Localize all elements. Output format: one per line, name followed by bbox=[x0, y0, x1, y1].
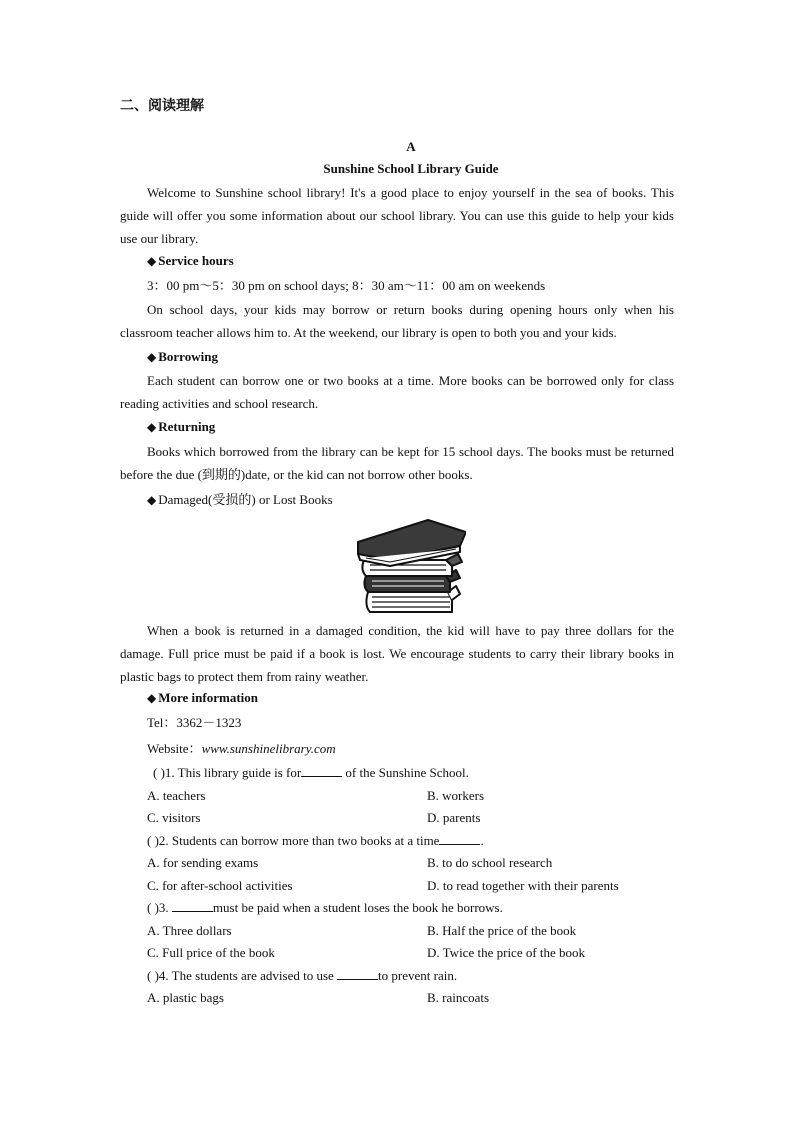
diamond-bullet-icon: ◆ bbox=[147, 254, 157, 268]
q4-option-a[interactable]: A. plastic bags bbox=[147, 990, 224, 1005]
q2-option-c[interactable]: C. for after-school activities bbox=[147, 878, 293, 893]
section-heading: 二、阅读理解 bbox=[120, 98, 204, 114]
q2-option-b[interactable]: B. to do school research bbox=[427, 855, 553, 870]
question-2: ( )2. Students can borrow more than two books at a time . bbox=[147, 833, 484, 848]
website-link[interactable]: www.sunshinelibrary.com bbox=[201, 741, 336, 756]
diamond-bullet-icon: ◆ bbox=[147, 493, 157, 507]
q2-option-a[interactable]: A. for sending exams bbox=[147, 855, 259, 870]
q3-option-a[interactable]: A. Three dollars bbox=[147, 923, 232, 938]
passage-label: A bbox=[406, 139, 416, 154]
website-label: Website： bbox=[147, 741, 202, 756]
tel-line bbox=[147, 713, 241, 733]
q1-option-d[interactable]: D. parents bbox=[427, 810, 481, 825]
q2-option-d[interactable]: D. to read together with their parents bbox=[427, 878, 619, 893]
passage-title: Sunshine School Library Guide bbox=[323, 161, 499, 176]
answer-blank bbox=[337, 967, 378, 980]
tel-value: 3362－1323 bbox=[176, 715, 242, 730]
answer-paren[interactable]: ( ) bbox=[147, 968, 159, 983]
answer-paren[interactable]: ( ) bbox=[147, 833, 159, 848]
q3-option-c[interactable]: C. Full price of the book bbox=[147, 945, 275, 960]
answer-paren[interactable]: ( ) bbox=[147, 900, 159, 915]
intro-paragraph: Welcome to Sunshine school library! It's a good place to enjoy yourself in the sea of books. This guide will offer you some information about our school library. You can use this guide to help your kids use our library. bbox=[120, 185, 674, 246]
returning-paragraph: Books which borrowed from the library can be kept for 15 school days. The books must be returned before the due (到期的)date, or the kid can not borrow other books. bbox=[120, 444, 674, 482]
service-hours-times: 3：00 pm～5：30 pm on school days; 8：30 am～11：00 am on weekends bbox=[147, 278, 546, 293]
damaged-paragraph: When a book is returned in a damaged condition, the kid will have to pay three dollars for the damage. Full price must be paid if a book is lost. We encourage students to carry their library books in plastic bags to protect them from rainy weather. bbox=[120, 623, 674, 684]
diamond-bullet-icon: ◆ bbox=[147, 350, 157, 364]
q1-option-b[interactable]: B. workers bbox=[427, 788, 485, 803]
answer-blank bbox=[439, 832, 480, 845]
diamond-bullet-icon: ◆ bbox=[147, 420, 157, 434]
borrowing-heading: ◆ Borrowing bbox=[147, 349, 218, 364]
question-4: ( )4. The students are advised to use to prevent rain. bbox=[147, 968, 458, 983]
diamond-bullet-icon: ◆ bbox=[147, 691, 157, 705]
question-1: ( )1. This library guide is for of the Sunshine School. bbox=[153, 765, 469, 780]
answer-blank bbox=[301, 764, 342, 777]
website-line bbox=[147, 739, 336, 759]
damaged-heading: ◆ Damaged(受损的) or Lost Books bbox=[147, 492, 333, 507]
question-3: ( )3. must be paid when a student loses the book he borrows. bbox=[147, 900, 503, 915]
answer-paren[interactable]: ( ) bbox=[153, 765, 165, 780]
book-stack-icon bbox=[356, 516, 466, 616]
q3-option-b[interactable]: B. Half the price of the book bbox=[427, 923, 577, 938]
borrowing-paragraph: Each student can borrow one or two books at a time. More books can be borrowed only for class reading activities and school research. bbox=[120, 373, 674, 411]
returning-heading: ◆ Returning bbox=[147, 419, 216, 434]
q4-option-b[interactable]: B. raincoats bbox=[427, 990, 490, 1005]
more-info-heading: ◆ More information bbox=[147, 690, 259, 705]
q1-option-a[interactable]: A. teachers bbox=[147, 788, 206, 803]
answer-blank bbox=[172, 899, 213, 912]
service-hours-paragraph: On school days, your kids may borrow or return books during opening hours only when his classroom teacher allows him to. At the weekend, our library is open to both you and your kids. bbox=[120, 302, 674, 340]
q3-option-d[interactable]: D. Twice the price of the book bbox=[427, 945, 586, 960]
q1-option-c[interactable]: C. visitors bbox=[147, 810, 201, 825]
service-hours-heading: ◆ Service hours bbox=[147, 253, 234, 268]
tel-label: Tel： bbox=[147, 715, 177, 730]
